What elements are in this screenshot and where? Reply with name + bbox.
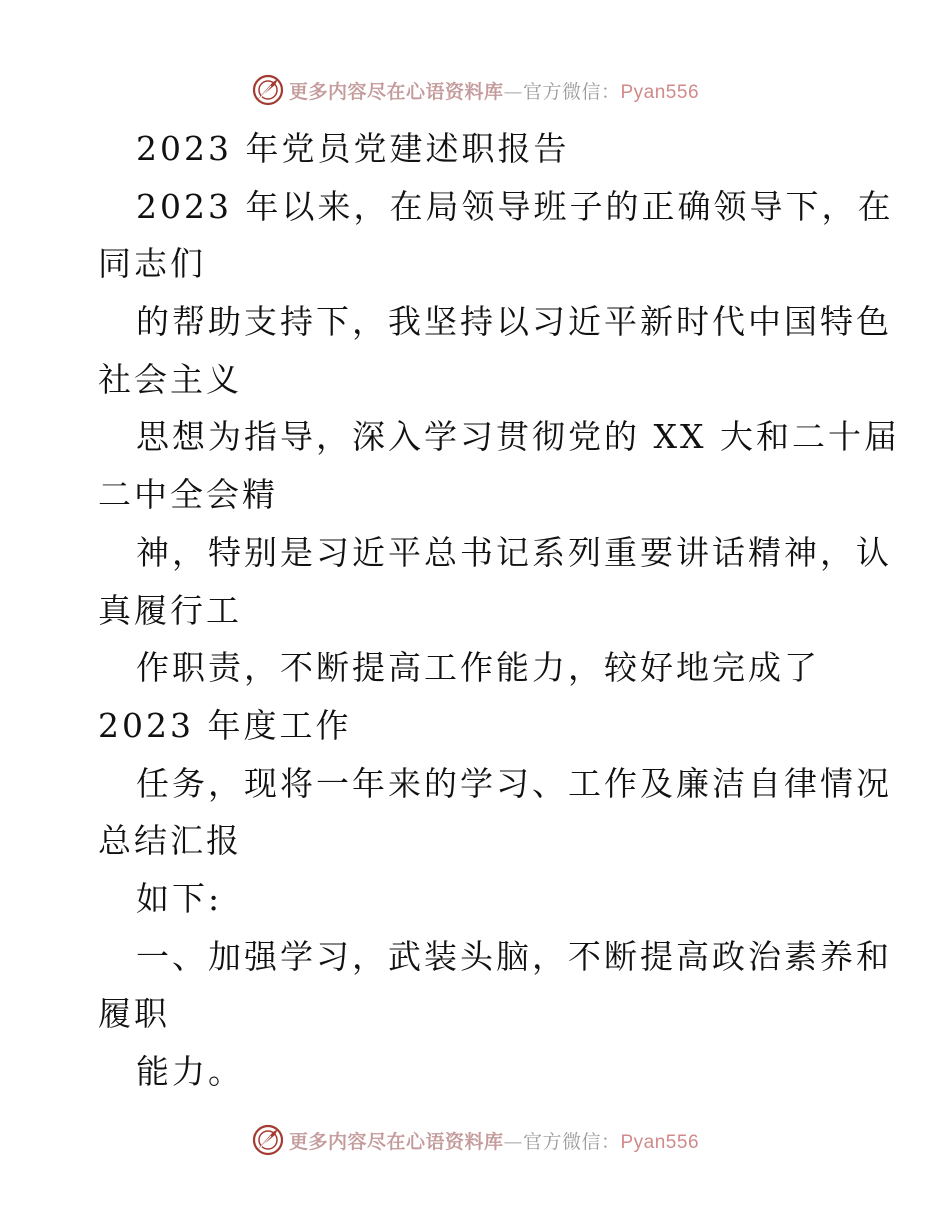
text-line: 社会主义 — [98, 359, 242, 399]
text-line: 二中全会精 — [98, 475, 278, 515]
text-line: 2023 年以来，在局领导班子的正确领导下，在 — [136, 186, 894, 226]
text-line: 一、加强学习，武装头脑，不断提高政治素养和 — [136, 936, 892, 976]
document-title: 2023 年党员党建述职报告 — [136, 129, 570, 168]
quill-pen-logo-icon — [251, 1123, 285, 1157]
watermark-official-text: 官方微信： — [522, 80, 621, 103]
watermark-dash: — — [503, 80, 523, 103]
watermark-library-text: 更多内容尽在心语资料库 — [288, 1130, 504, 1153]
watermark-text — [289, 1127, 699, 1154]
document-body — [98, 120, 900, 1101]
text-line: 总结汇报 — [98, 821, 242, 861]
text-line: 同志们 — [98, 244, 206, 284]
text-line: 神，特别是习近平总书记系列重要讲话精神，认 — [136, 532, 892, 572]
watermark-dash: — — [503, 1130, 523, 1153]
watermark-text — [289, 77, 699, 104]
text-line: 履职 — [98, 994, 170, 1034]
watermark-banner-bottom — [0, 1120, 950, 1160]
text-line: 思想为指导，深入学习贯彻党的 XX 大和二十届 — [136, 417, 900, 457]
text-line: 作职责，不断提高工作能力，较好地完成了 — [136, 648, 820, 688]
text-line: 真履行工 — [98, 590, 242, 630]
text-line: 任务，现将一年来的学习、工作及廉洁自律情况 — [136, 763, 892, 803]
watermark-official-text: 官方微信： — [522, 1130, 621, 1153]
text-line: 2023 年度工作 — [98, 705, 352, 745]
watermark-library-text: 更多内容尽在心语资料库 — [288, 80, 504, 103]
text-line: 能力。 — [136, 1052, 244, 1091]
quill-pen-logo-icon — [251, 73, 285, 107]
watermark-banner-top — [0, 70, 950, 110]
watermark-wechat-id: Pyan556 — [620, 81, 700, 103]
text-line: 的帮助支持下，我坚持以习近平新时代中国特色 — [136, 302, 892, 342]
watermark-wechat-id: Pyan556 — [620, 1131, 700, 1153]
text-line: 如下: — [136, 878, 223, 918]
